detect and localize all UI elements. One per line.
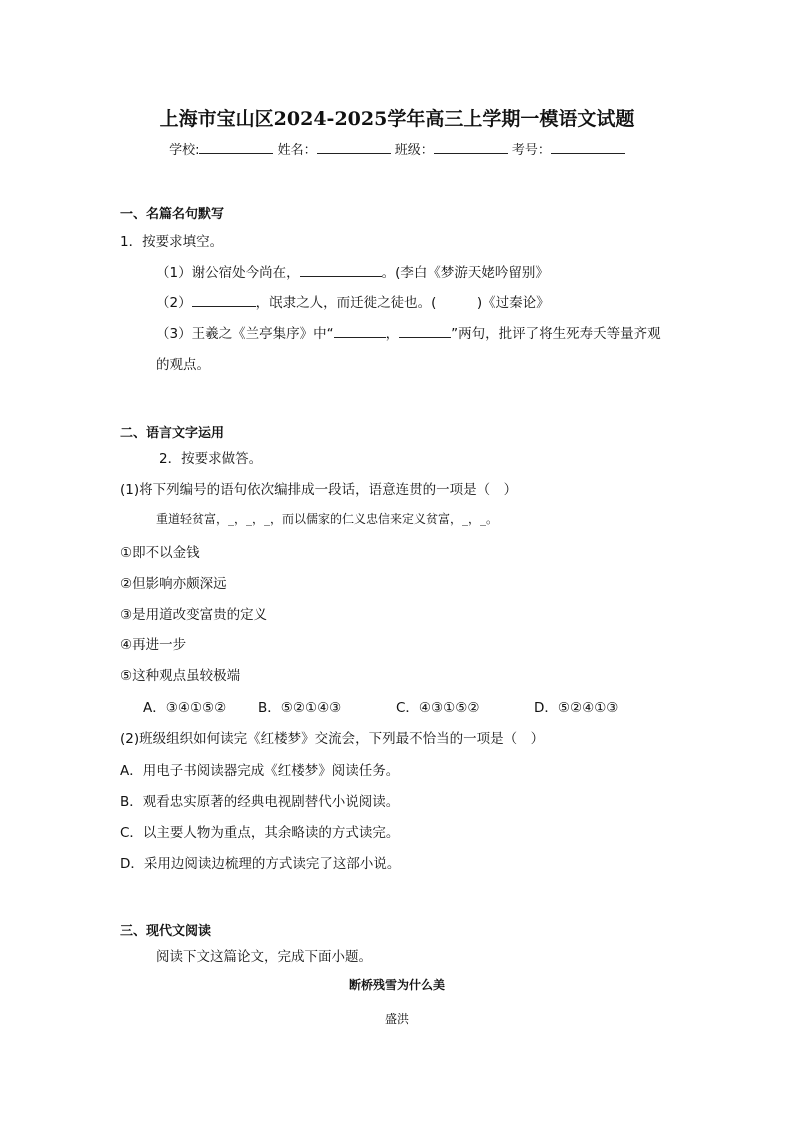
option-b: B．⑤②①④③ (258, 700, 342, 716)
answer-blank (399, 325, 451, 338)
exam-no-blank (551, 141, 625, 154)
question-2: 2．按要求做答。 (159, 451, 263, 467)
choice-c: C．以主要人物为重点，其余略读的方式读完。 (120, 825, 400, 841)
fill-item-1: （1）谢公宿处今尚在， 。(李白《梦游天姥吟留别》 (156, 265, 549, 281)
clause-3: ③是用道改变富贵的定义 (120, 607, 268, 623)
class-blank (434, 141, 508, 154)
school-label: 学校: (169, 143, 200, 158)
ordering-sentence: 重道轻贫富，_，_，_，而以儒家的仁义忠信来定义贫富，_，_。 (156, 512, 499, 526)
choice-d: D．采用边阅读边梳理的方式读完了这部小说。 (120, 856, 401, 872)
student-info-line (0, 139, 794, 158)
name-label: 姓名： (277, 143, 317, 158)
sub-question-2: (2)班级组织如何读完《红楼梦》交流会，下列最不恰当的一项是（ ） (120, 731, 545, 747)
section-heading-2: 二、语言文字运用 (120, 426, 225, 441)
clause-5: ⑤这种观点虽较极端 (120, 668, 241, 684)
section-heading-3: 三、现代文阅读 (120, 924, 212, 939)
article-author: 盛洪 (384, 1012, 409, 1026)
question-1: 1．按要求填空。 (120, 234, 224, 250)
clause-2: ②但影响亦颇深远 (120, 576, 227, 592)
name-blank (317, 141, 391, 154)
option-d: D．⑤②④①③ (534, 700, 619, 716)
article-title: 断桥残雪为什么美 (348, 978, 445, 992)
answer-blank (192, 294, 256, 307)
clause-1: ①即不以金钱 (120, 545, 200, 561)
option-a: A．③④①⑤② (143, 700, 227, 716)
option-c: C．④③①⑤② (396, 700, 480, 716)
fill-item-3-continuation: 的观点。 (156, 357, 210, 373)
choice-a: A．用电子书阅读器完成《红楼梦》阅读任务。 (120, 763, 400, 779)
reading-intro: 阅读下文这篇论文，完成下面小题。 (156, 949, 372, 965)
school-blank (199, 141, 273, 154)
class-label: 班级： (394, 143, 434, 158)
choice-b: B．观看忠实原著的经典电视剧替代小说阅读。 (120, 794, 400, 810)
page-title: 上海市宝山区2024-2025学年高三上学期一模语文试题 (159, 108, 635, 130)
exam-no-label: 考号： (511, 143, 551, 158)
answer-blank (300, 264, 382, 277)
clause-4: ④再进一步 (120, 637, 187, 653)
sub-question-1: (1)将下列编号的语句依次编排成一段话，语意连贯的一项是（ ） (120, 482, 518, 498)
section-heading-1: 一、名篇名句默写 (120, 207, 225, 222)
answer-blank (334, 325, 386, 338)
fill-item-2: （2） ，氓隶之人，而迁徙之徒也。( )《过秦论》 (156, 295, 550, 311)
fill-item-3: （3）王羲之《兰亭集序》中“ ， ”两句，批评了将生死寿夭等量齐观 (156, 326, 661, 342)
